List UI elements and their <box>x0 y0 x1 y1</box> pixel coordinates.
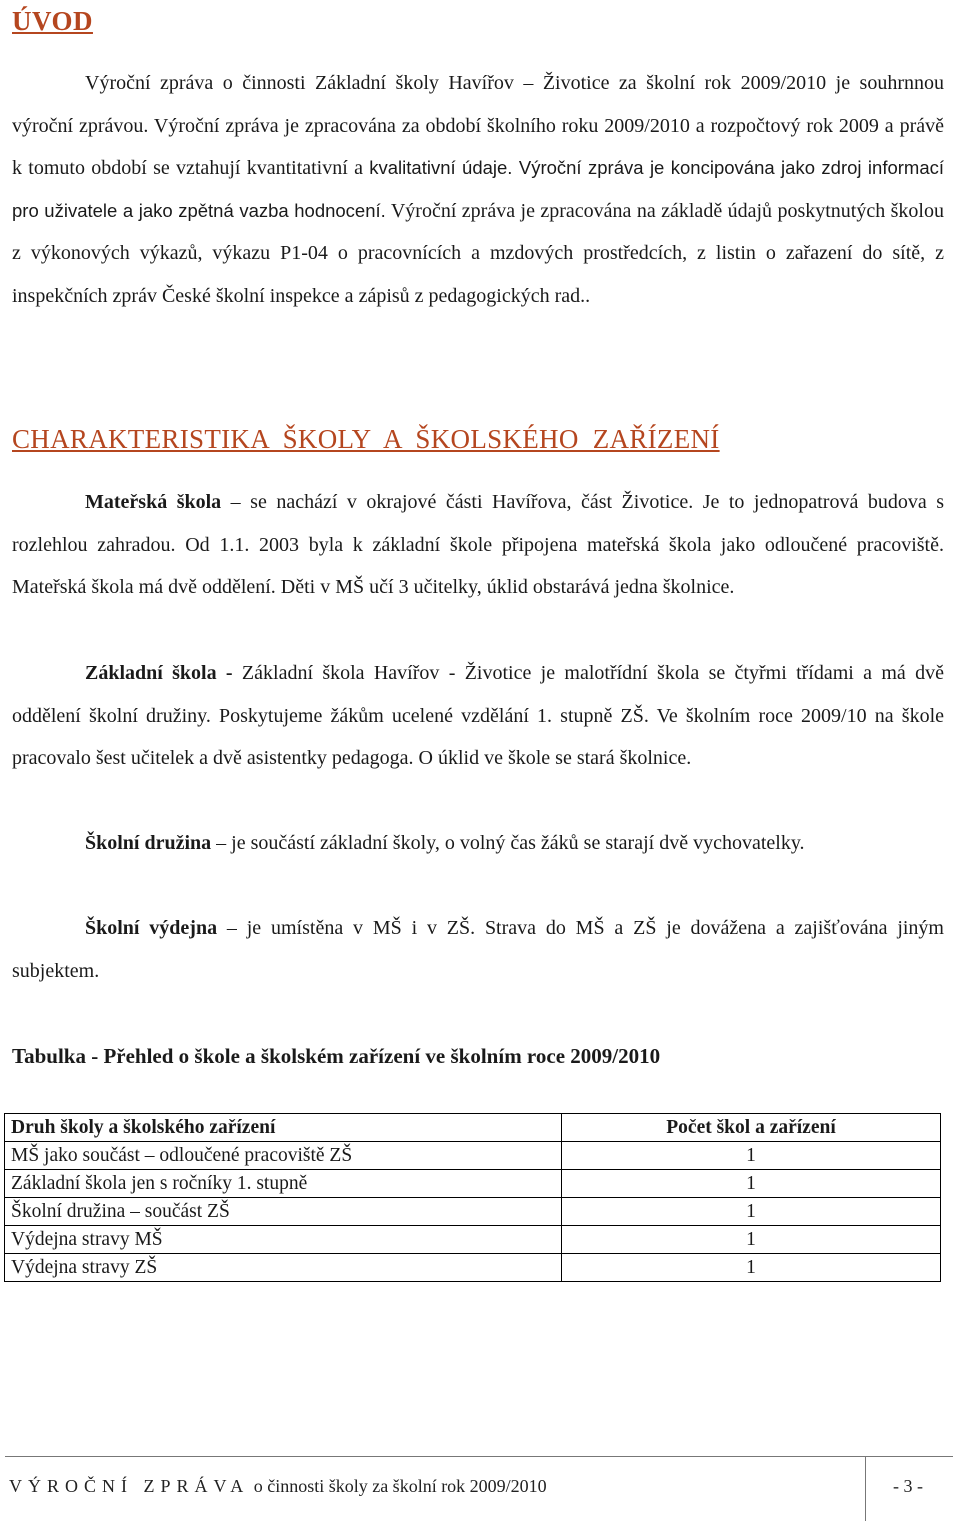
table-cell-type: Školní družina – součást ZŠ <box>5 1198 562 1226</box>
table-cell-count: 1 <box>562 1226 941 1254</box>
table-cell-type: Základní škola jen s ročníky 1. stupně <box>5 1170 562 1198</box>
sv-text: – je umístěna v MŠ i v ZŠ. Strava do MŠ a ZŠ je dovážena a zajišťována jiným subjektem. <box>12 917 944 982</box>
ms-text: – se nachází v okrajové části Havířova, část Životice. Je to jednopatrová budova s rozlehlou zahradou. Od 1.1. 2003 byla k základní škole připojena mateřská škola jako odloučené pracoviště. Mateřská škola má dvě oddělení. Děti v MŠ učí 3 učitelky, úklid obstarává jedna školnice. <box>12 491 944 598</box>
overview-table <box>4 1113 941 1282</box>
table-cell-type: Výdejna stravy MŠ <box>5 1226 562 1254</box>
table-row <box>5 1198 941 1226</box>
table-cell-type: Výdejna stravy ZŠ <box>5 1254 562 1282</box>
sv-label: Školní výdejna <box>85 917 218 939</box>
table-cell-count: 1 <box>562 1142 941 1170</box>
intro-part3: Výroční zpráva je zpracována na základě údajů poskytnutých školou z výkonových výkazů, výkazu P1-04 o pracovnících a mzdových prostředcích, z listin o zařazení do sítě, z inspekčních zpráv České školní inspekce a zápisů z pedagogických rad.. <box>12 199 944 307</box>
table-cell-count: 1 <box>562 1198 941 1226</box>
table-header-row <box>5 1114 941 1142</box>
table-row <box>5 1254 941 1282</box>
table-row <box>5 1170 941 1198</box>
ms-label: Mateřská škola <box>85 491 222 513</box>
intro-part1: Výroční zpráva o činnosti Základní školy Havířov – Životice za školní rok 2009/2010 je souhrnnou výroční zprávou. Výroční zpráva je zpracována za období školního roku 2009/2010 a rozpočtový rok 2009 a právě k tomuto období se vztahují kvantitativní a <box>12 72 944 179</box>
table-cell-type: MŠ jako součást – odloučené pracoviště ZŠ <box>5 1142 562 1170</box>
table-header-count: Počet škol a zařízení <box>562 1114 941 1142</box>
table-cell-count: 1 <box>562 1254 941 1282</box>
ms-paragraph <box>12 481 944 609</box>
footer-title-spaced: VÝROČNÍ ZPRÁVA <box>9 1476 250 1496</box>
zs-label: Základní škola - <box>85 662 233 684</box>
page-footer <box>5 1456 953 1521</box>
intro-part2: kvalitativní údaje. Výroční zpráva je koncipována jako zdroj informací pro uživatele a jako zpětná vazba hodnocení. <box>12 157 945 221</box>
page-number: - 3 - <box>893 1476 923 1496</box>
table-caption: Tabulka - Přehled o škole a školském zařízení ve školním roce 2009/2010 <box>12 1044 661 1068</box>
sd-text: – je součástí základní školy, o volný čas žáků se starají dvě vychovatelky. <box>211 832 805 854</box>
section-heading: CHARAKTERISTIKA ŠKOLY A ŠKOLSKÉHO ZAŘÍZENÍ <box>12 424 720 454</box>
table-header-type: Druh školy a školského zařízení <box>5 1114 562 1142</box>
footer-title-rest: o činnosti školy za školní rok 2009/2010 <box>249 1476 547 1496</box>
sd-paragraph <box>12 822 944 865</box>
footer-divider <box>865 1457 866 1521</box>
footer-text <box>9 1476 547 1497</box>
intro-paragraph <box>12 62 944 317</box>
sv-paragraph <box>12 907 944 992</box>
table-cell-count: 1 <box>562 1170 941 1198</box>
uvod-heading: ÚVOD <box>12 6 93 36</box>
table-row <box>5 1226 941 1254</box>
table-row <box>5 1142 941 1170</box>
zs-paragraph <box>12 652 944 780</box>
zs-text: Základní škola Havířov - Životice je malotřídní škola se čtyřmi třídami a má dvě oddělení školní družiny. Poskytujeme žákům ucelené vzdělání 1. stupně ZŠ. Ve školním roce 2009/10 na škole pracovalo šest učitelek a dvě asistentky pedagoga. O úklid ve škole se stará školnice. <box>12 662 944 769</box>
sd-label: Školní družina <box>85 832 212 854</box>
